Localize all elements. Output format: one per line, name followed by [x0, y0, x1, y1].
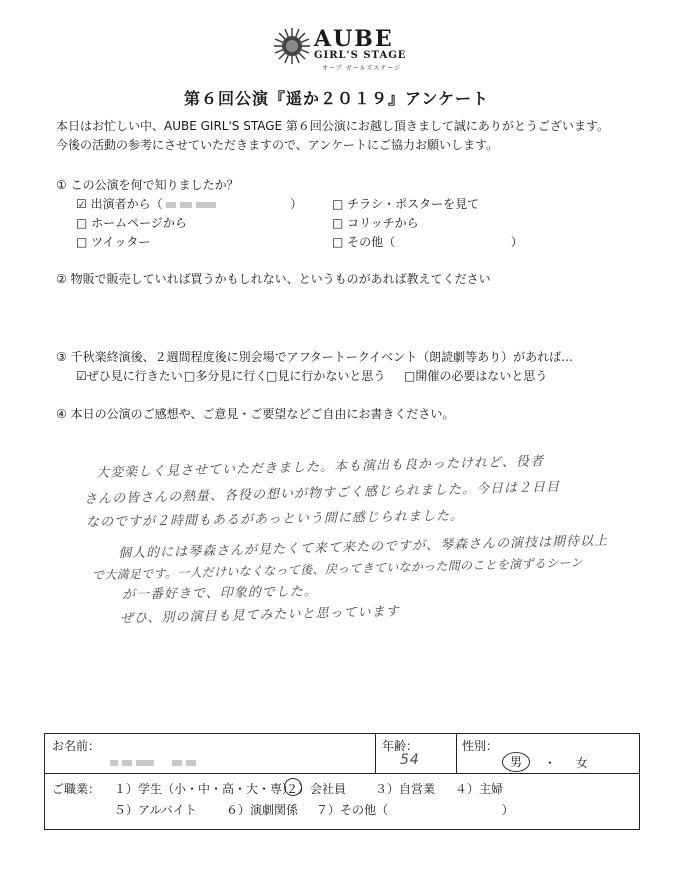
q3-option-unnecessary[interactable]: □開催の必要はないと思う [404, 369, 548, 383]
q3-question: ③ 千秋楽終演後、２週間程度後に別会場でアフタートークイベント（朗読劇等あり）があれば… [56, 350, 574, 364]
q4-answer-line: 大変楽しく見させていただきました。本も演出も良かったけれど、役者 [95, 454, 545, 481]
q1-option-flyer[interactable]: □ チラシ・ポスターを見て [332, 197, 480, 211]
q3-option-probably[interactable]: □多分見に行く [184, 369, 268, 383]
footer-divider [375, 733, 376, 774]
q4-answer-line: が一番好きで、印象的でした。 [121, 584, 318, 603]
age-field[interactable]: 54 [400, 752, 420, 768]
q4-answer-line: さんの皆さんの熱量、各役の想いが物すごく感じられました。今日は２日目 [83, 479, 561, 508]
q3-option-definitely[interactable]: ☑ぜひ見に行きたい [76, 369, 183, 383]
footer-divider [44, 773, 639, 774]
name-label: お名前： [52, 739, 101, 753]
q3-option-not-going[interactable]: □見に行かないと思う [266, 369, 386, 383]
q1-option-other-label: □ その他（ [332, 235, 396, 249]
q1-option-other[interactable] [332, 233, 523, 250]
occupation-option-housewife[interactable]: ４）主婦 [455, 782, 504, 796]
occupation-option-self-employed[interactable]: ３）自営業 [375, 782, 436, 796]
q1-option-twitter[interactable]: □ ツイッター [76, 235, 151, 249]
q1-option-performer-label: ☑ 出演者から（ [76, 197, 163, 211]
logo-name: AUBE [314, 26, 394, 52]
gender-option-male-label: 男 [509, 755, 522, 769]
occupation-option-other-close: ） [501, 803, 514, 817]
occupation-option-employee[interactable]: ２）会社員 [286, 782, 347, 796]
page-title: 第６回公演『遥か２０１９』アンケート [184, 89, 490, 108]
q4-answer-line: 個人的には琴森さんが見たくて来て来たのですが、琴森さんの演技は期待以上 [117, 533, 609, 562]
gender-option-female[interactable]: 女 [576, 756, 589, 770]
occupation-option-part-time[interactable]: ５）アルバイト [114, 803, 197, 817]
sun-logo-icon [274, 28, 310, 64]
q4-question: ④ 本日の公演のご感想や、ご意見・ご要望などご自由にお書きください。 [56, 407, 455, 421]
occupation-option-theater[interactable]: ６）演劇関係 [226, 803, 299, 817]
q1-question: ① この公演を何で知りましたか？ [56, 178, 239, 192]
logo-kana: オーブ ガールズステージ [322, 65, 402, 72]
age-label: 年齢： [382, 739, 419, 753]
q4-answer-line: ぜひ、別の演目も見てみたいと思っています [119, 604, 400, 627]
q4-answer-line: で大満足です。一人だけいなくなって後、戻ってきていなかった間のことを演ずるシーン [91, 555, 583, 583]
gender-option-male[interactable] [502, 752, 530, 772]
q1-option-other-close: ） [510, 235, 523, 249]
q2-question: ② 物販で販売していれば買うかもしれない、というものがあれば教えてください [56, 272, 491, 286]
q1-option-corich[interactable]: □ コリッチから [332, 216, 419, 230]
name-field[interactable] [110, 752, 230, 768]
q1-option-performer[interactable] [76, 195, 302, 212]
redacted-name [166, 197, 286, 211]
intro-line-1: 本日はお忙しい中、AUBE GIRL'S STAGE 第６回公演にお越し頂きまして誠にありがとうございます。 [56, 119, 609, 133]
q1-option-performer-close: ） [290, 197, 303, 211]
q1-option-homepage[interactable]: □ ホームページから [76, 216, 187, 230]
intro-line-2: 今後の活動の参考にさせていただきますので、アンケートにご協力お願いします。 [56, 138, 499, 152]
footer-divider [456, 733, 457, 774]
occupation-option-other-label: ７）その他（ [316, 803, 389, 817]
logo-subtitle: GIRL'S STAGE [314, 50, 407, 61]
occupation-option-student[interactable]: １）学生（小・中・高・大・専） [114, 782, 295, 796]
gender-separator: ・ [544, 756, 557, 770]
gender-label: 性別： [462, 739, 499, 753]
occupation-label: ご職業： [52, 782, 101, 796]
q4-answer-line: なのですが２時間もあるがあっという間に感じられました。 [85, 508, 465, 531]
occupation-selected-circle [284, 778, 302, 796]
occupation-option-other[interactable] [316, 801, 514, 818]
